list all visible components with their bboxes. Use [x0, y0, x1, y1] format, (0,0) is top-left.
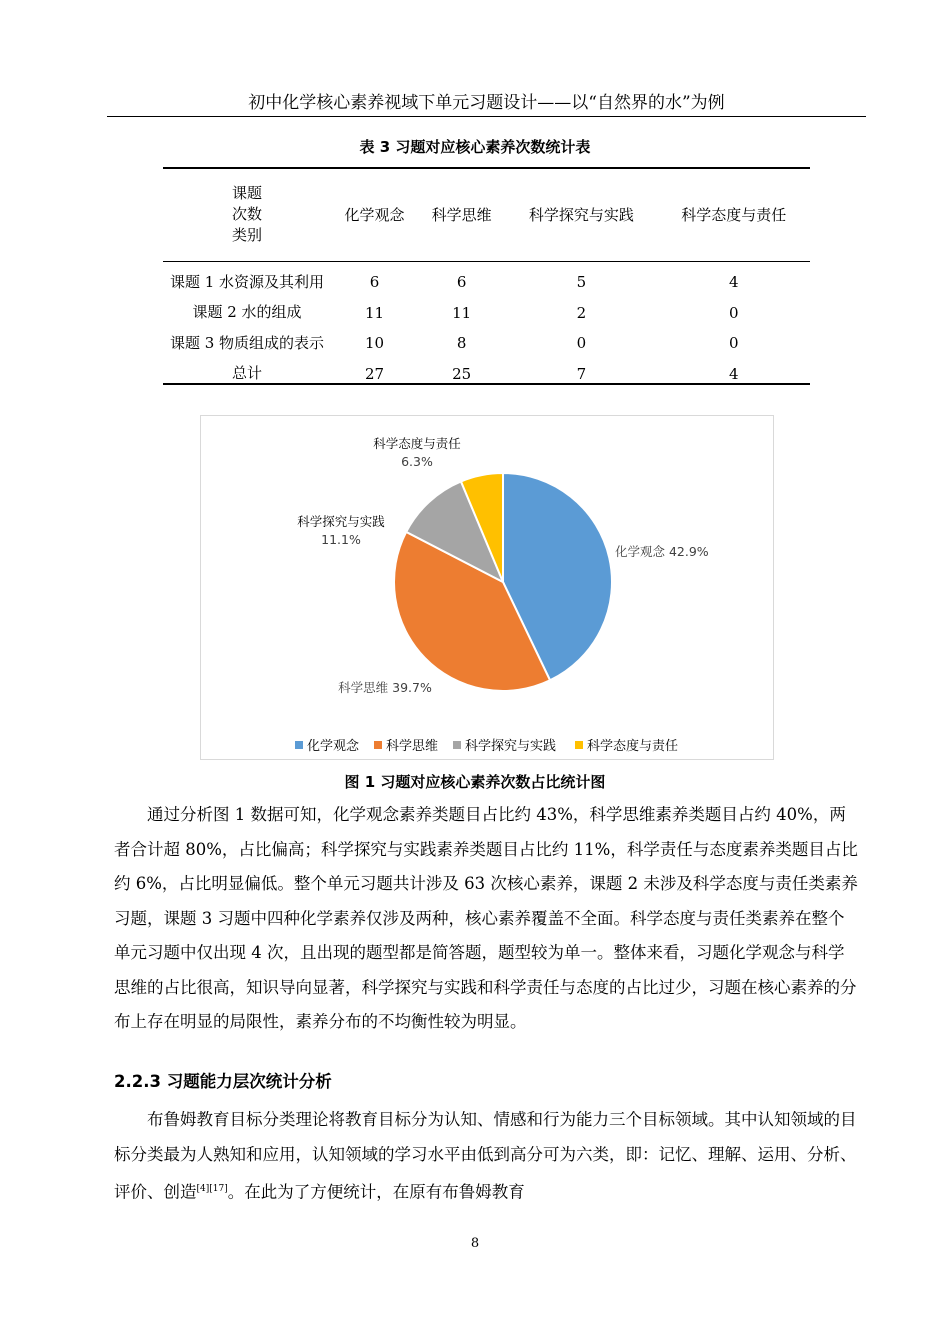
pie-chart	[201, 416, 773, 759]
stats-table	[163, 167, 810, 385]
slice-label: 化学观念 42.9%	[615, 544, 709, 559]
paragraph-text: 布鲁姆教育目标分类理论将教育目标分为认知、情感和行为能力三个目标领域。其中认知领域的目标分类最为人熟知和应用，认知领域的学习水平由低到高分可为六类，即：记忆、理解、运用、分析、评价、创造	[114, 1110, 857, 1202]
legend-label: 化学观念	[307, 739, 360, 754]
legend-item	[295, 738, 360, 754]
table-cell: 4	[729, 273, 739, 292]
legend-item	[374, 738, 438, 754]
legend-item	[453, 738, 556, 754]
table-cell: 10	[365, 334, 385, 352]
table-corner-cell	[163, 168, 331, 261]
running-header: 初中化学核心素养视域下单元习题设计——以“自然界的水”为例	[107, 90, 866, 117]
table-cell: 25	[452, 364, 472, 383]
table-cell: 0	[729, 303, 739, 322]
body-paragraph: 通过分析图 1 数据可知，化学观念素养类题目占比约 43%，科学思维素养类题目占约 40%，两者合计超 80%，占比偏高；科学探究与实践素养类题目占比约 11%，科学责任与态度素养类题目占比约 6%，占比明显偏低。整个单元习题共计涉及 63 次核心素养，课题 2 未涉及科学态度与责任类素养习题，课题 3 习题中四种化学素养仅涉及两种，核心素养覆盖不全面。科学态度与责任类素养在整个单元习题中仅出现 4 次，且出现的题型都是简答题，题型较为单一。整体来看，习题化学观念与科学思维的占比很高，知识导向显著，科学探究与实践和科学责任与态度的占比过少，习题在核心素养的分布上存在明显的局限性，素养分布的不均衡性较为明显。	[114, 805, 858, 1031]
table-cell: 11	[365, 303, 385, 322]
table-row	[163, 364, 810, 384]
legend-label: 科学态度与责任	[587, 739, 679, 754]
column-header: 科学探究与实践	[528, 206, 634, 225]
table-cell: 2	[576, 303, 587, 322]
table-row	[163, 261, 810, 303]
column-header: 科学思维	[431, 206, 492, 225]
row-label: 课题 1 水资源及其利用	[169, 272, 325, 291]
column-header: 科学态度与责任	[681, 206, 787, 225]
corner-label: 次数	[231, 205, 262, 224]
slice-value-label: 6.3%	[401, 454, 433, 469]
legend-label: 科学探究与实践	[465, 739, 557, 754]
table-caption: 表 3 习题对应核心素养次数统计表	[359, 138, 591, 156]
body-paragraph	[114, 1103, 859, 1210]
slice-label: 科学探究与实践	[297, 514, 385, 529]
table-row	[163, 303, 810, 322]
citation: [4][17]	[196, 1184, 228, 1194]
table-cell: 8	[456, 334, 467, 352]
corner-label: 课题	[231, 184, 262, 203]
table-cell: 0	[576, 334, 587, 352]
column-header: 化学观念	[344, 206, 405, 225]
legend-item	[575, 738, 678, 754]
row-label: 总计	[231, 364, 262, 382]
page-number: 8	[470, 1236, 480, 1251]
table-cell: 5	[576, 273, 587, 292]
legend-swatch	[295, 741, 303, 749]
slice-label: 科学思维 39.7%	[338, 680, 432, 695]
table-cell: 27	[365, 364, 385, 383]
figure-caption: 图 1 习题对应核心素养次数占比统计图	[344, 773, 606, 791]
section-heading: 2.2.3 习题能力层次统计分析	[114, 1072, 332, 1091]
table-cell: 0	[729, 334, 739, 352]
slice-label: 科学态度与责任	[373, 436, 461, 451]
legend-swatch	[575, 741, 583, 749]
table-row	[163, 322, 810, 364]
corner-label: 类别	[231, 226, 262, 245]
table-cell: 4	[729, 364, 739, 383]
paragraph-text: 。在此为了方便统计，在原有布鲁姆教育	[227, 1182, 525, 1202]
table-cell: 6	[456, 273, 467, 292]
legend-swatch	[453, 741, 461, 749]
table-header-row	[163, 168, 810, 261]
slice-value-label: 11.1%	[321, 532, 361, 547]
table-cell: 7	[576, 364, 587, 383]
row-label: 课题 3 物质组成的表示	[169, 333, 325, 352]
pie-chart-figure	[200, 415, 774, 760]
row-label: 课题 2 水的组成	[192, 303, 302, 321]
legend-swatch	[374, 741, 382, 749]
table-cell: 11	[452, 303, 472, 322]
legend-label: 科学思维	[386, 739, 439, 754]
table-cell: 6	[369, 273, 380, 292]
